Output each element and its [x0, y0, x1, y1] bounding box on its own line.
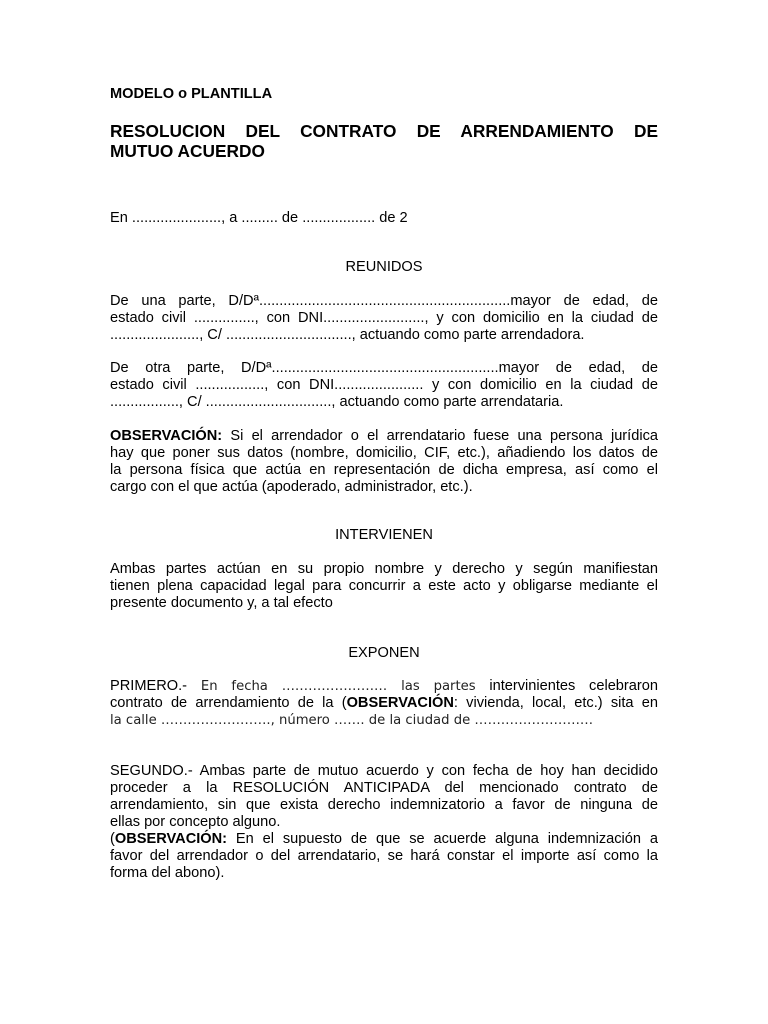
segundo-line-2: proceder a la RESOLUCIÓN ANTICIPADA del mencionado contrato de: [110, 780, 658, 796]
party-two-line-3: ................., C/ ..............................., actuando como parte arrendataria.: [110, 394, 564, 410]
place-date-line: [110, 210, 658, 227]
place-date-text: En ......................, a ......... de .................. de 2: [110, 210, 408, 226]
observation-one-line-1: [110, 428, 658, 445]
exponen-text: EXPONEN: [348, 645, 420, 661]
primero-paragraph: [110, 678, 658, 729]
segundo-line-3: arrendamiento, sin que exista derecho indemnizatorio a favor de ninguna de: [110, 797, 658, 813]
primero-line-2-a: contrato de arrendamiento de la (: [110, 695, 347, 711]
section-heading-intervienen: [110, 527, 658, 544]
party-two-line-1: De otra parte, D/Dª........................................................mayor de edad, de: [110, 360, 658, 376]
segundo-line-1: SEGUNDO.- Ambas parte de mutuo acuerdo y con fecha de hoy han decidido: [110, 763, 658, 779]
segundo-observation-line-3: forma del abono).: [110, 865, 225, 881]
observation-one-line-1-text: Si el arrendador o el arrendatario fuese una persona jurídica: [222, 428, 658, 444]
section-heading-exponen: [110, 645, 658, 662]
primero-line-1: [110, 678, 658, 695]
primero-line-3: la calle ……………………., número ……. de la ciudad de ………………………: [110, 713, 594, 728]
title-line-2: MUTUO ACUERDO: [110, 141, 265, 161]
intervienen-text: INTERVIENEN: [335, 527, 433, 543]
party-one-line-1: De una parte, D/Dª..............................................................mayor de edad, de: [110, 293, 658, 309]
primero-line-1-rest: intervinientes celebraron: [475, 678, 658, 694]
party-two-line-2: estado civil ................., con DNI...................... y con domicilio en la ciudad de: [110, 377, 658, 393]
observation-one-paragraph: [110, 428, 658, 496]
party-one-paragraph: [110, 293, 658, 344]
segundo-observation-line-1-text: En el supuesto de que se acuerde alguna indemnización a: [227, 831, 658, 847]
primero-line-2: [110, 695, 658, 712]
segundo-paragraph: [110, 763, 658, 882]
observation-one-label: OBSERVACIÓN:: [110, 428, 223, 444]
observation-one-line-3: la persona física que actúa en representación de dicha empresa, así como el: [110, 462, 658, 478]
intervienen-line-2: tienen plena capacidad legal para concurrir a este acto y obligarse mediante el: [110, 578, 658, 594]
primero-date-fill: En fecha …………………… las partes: [187, 679, 476, 694]
intervienen-line-1: Ambas partes actúan en su propio nombre y derecho y según manifiestan: [110, 561, 658, 577]
segundo-observation-open: (: [110, 831, 115, 847]
reunidos-text: REUNIDOS: [345, 259, 423, 275]
title-line-1: RESOLUCION DEL CONTRATO DE ARRENDAMIENTO DE: [110, 121, 658, 141]
primero-lead: PRIMERO.-: [110, 678, 188, 694]
party-two-paragraph: [110, 360, 658, 411]
segundo-observation-line-2: favor del arrendador o del arrendatario, se hará constar el importe así como la: [110, 848, 658, 864]
segundo-observation-line-1: [110, 831, 658, 848]
header-label: [110, 86, 658, 103]
party-one-line-2: estado civil ..............., con DNI........................., y con domicilio en la ciudad de: [110, 310, 658, 326]
intervienen-line-3: presente documento y, a tal efecto: [110, 595, 333, 611]
section-heading-reunidos: [110, 259, 658, 276]
header-label-text: MODELO o PLANTILLA: [110, 86, 273, 102]
segundo-line-4: ellas por concepto alguno.: [110, 814, 281, 830]
document-title: [110, 121, 658, 161]
primero-line-2-b: : vivienda, local, etc.) sita en: [453, 695, 658, 711]
party-one-line-3: ......................, C/ ..............................., actuando como parte arrendadora.: [110, 327, 585, 343]
primero-observation-label: OBSERVACIÓN: [346, 695, 454, 711]
observation-one-line-2: hay que poner sus datos (nombre, domicilio, CIF, etc.), añadiendo los datos de: [110, 445, 658, 461]
segundo-observation-label: OBSERVACIÓN:: [114, 831, 228, 847]
intervienen-paragraph: [110, 561, 658, 612]
observation-one-line-4: cargo con el que actúa (apoderado, administrador, etc.).: [110, 479, 473, 495]
